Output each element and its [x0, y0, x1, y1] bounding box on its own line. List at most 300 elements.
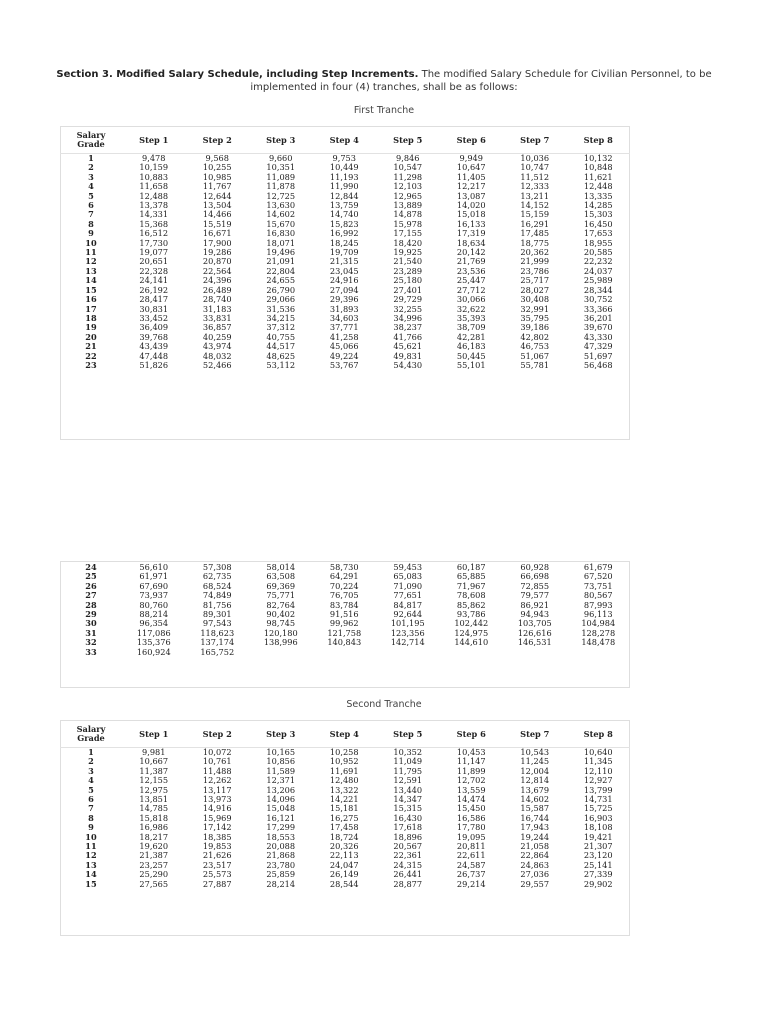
- salary-cell: 56,468: [583, 360, 613, 370]
- salary-cell: 9,568: [205, 153, 229, 163]
- table-row: [60, 154, 630, 164]
- table-row: [60, 257, 630, 266]
- grade-cell: 21: [85, 342, 97, 352]
- salary-cell: 25,989: [583, 276, 613, 286]
- salary-cell: 24,396: [202, 276, 232, 286]
- salary-grade-header: Salary Grade: [76, 130, 106, 149]
- salary-cell: 17,900: [202, 238, 232, 248]
- table-row: [60, 342, 630, 351]
- grade-cell: 10: [85, 238, 97, 248]
- salary-cell: 67,690: [139, 581, 169, 591]
- salary-cell: 26,737: [456, 870, 486, 880]
- table-row: [60, 220, 630, 229]
- salary-cell: 11,298: [393, 172, 423, 182]
- salary-cell: 24,047: [329, 860, 359, 870]
- table-row: [60, 870, 630, 879]
- salary-cell: 77,651: [393, 591, 423, 601]
- salary-cell: 39,768: [139, 332, 169, 342]
- salary-cell: 13,087: [456, 191, 486, 201]
- salary-cell: 15,670: [266, 219, 296, 229]
- salary-cell: 13,335: [583, 191, 613, 201]
- grade-cell: 15: [85, 285, 97, 295]
- grade-cell: 18: [85, 313, 97, 323]
- salary-cell: 16,450: [583, 219, 613, 229]
- table-row: [60, 295, 630, 304]
- salary-cell: 36,409: [139, 323, 169, 333]
- salary-cell: 13,889: [393, 201, 423, 211]
- step-header: Step 8: [583, 728, 613, 739]
- salary-cell: 14,020: [456, 201, 486, 211]
- salary-cell: 10,883: [139, 172, 169, 182]
- salary-cell: 22,232: [583, 257, 613, 267]
- salary-cell: 24,037: [583, 266, 613, 276]
- grade-cell: 2: [88, 163, 94, 173]
- salary-cell: 28,344: [583, 285, 613, 295]
- salary-cell: 42,281: [456, 332, 486, 342]
- salary-cell: 17,780: [456, 823, 486, 833]
- salary-cell: 40,755: [266, 332, 296, 342]
- salary-cell: 14,602: [266, 210, 296, 220]
- salary-cell: [503, 648, 567, 657]
- table-row: [60, 610, 630, 619]
- table-row: [60, 323, 630, 332]
- salary-cell: 20,326: [329, 842, 359, 852]
- step-header: Step 8: [583, 134, 613, 145]
- salary-cell: 22,113: [329, 851, 359, 861]
- salary-cell: 27,036: [520, 870, 550, 880]
- salary-cell: 17,653: [583, 229, 613, 239]
- grade-cell: 1: [88, 153, 94, 163]
- first-tranche-table: [60, 127, 630, 370]
- table-row: [60, 182, 630, 191]
- salary-cell: 34,996: [393, 313, 423, 323]
- salary-cell: 50,445: [456, 351, 486, 361]
- salary-cell: 18,108: [583, 823, 613, 833]
- salary-cell: 18,896: [393, 832, 423, 842]
- salary-cell: 26,149: [329, 870, 359, 880]
- salary-cell: 20,567: [393, 842, 423, 852]
- salary-cell: 29,902: [583, 879, 613, 889]
- salary-cell: 36,201: [583, 313, 613, 323]
- salary-cell: 13,211: [520, 191, 550, 201]
- salary-cell: 40,259: [202, 332, 232, 342]
- step-header: Step 1: [139, 728, 169, 739]
- salary-cell: 68,524: [202, 581, 232, 591]
- table-row: [60, 880, 630, 889]
- salary-cell: 144,610: [454, 638, 489, 648]
- salary-cell: 16,903: [583, 813, 613, 823]
- grade-cell: 7: [88, 804, 94, 814]
- salary-grade-header: Salary Grade: [76, 724, 106, 743]
- table-row: [60, 582, 630, 591]
- salary-cell: 13,679: [520, 785, 550, 795]
- table-row: [60, 361, 630, 370]
- salary-cell: 140,843: [327, 638, 362, 648]
- salary-cell: 16,291: [520, 219, 550, 229]
- salary-cell: 24,916: [329, 276, 359, 286]
- salary-cell: 9,660: [269, 153, 293, 163]
- salary-cell: 21,769: [456, 257, 486, 267]
- table-row: [60, 795, 630, 804]
- grade-cell: 13: [85, 860, 97, 870]
- section-title: Section 3. Modified Salary Schedule, including Step Increments.: [56, 69, 419, 80]
- salary-cell: 21,315: [329, 257, 359, 267]
- salary-cell: 10,952: [329, 757, 359, 767]
- salary-cell: 24,655: [266, 276, 296, 286]
- salary-cell: 16,121: [266, 813, 296, 823]
- grade-cell: 9: [88, 823, 94, 833]
- salary-cell: 10,036: [520, 153, 550, 163]
- table-row: [60, 776, 630, 785]
- salary-cell: 21,626: [202, 851, 232, 861]
- salary-cell: 67,520: [583, 572, 613, 582]
- grade-cell: 22: [85, 351, 97, 361]
- salary-cell: 61,971: [139, 572, 169, 582]
- step-header: Step 4: [329, 728, 359, 739]
- table-row: [60, 239, 630, 248]
- salary-cell: 17,618: [393, 823, 423, 833]
- salary-cell: 10,985: [202, 172, 232, 182]
- salary-cell: 28,877: [393, 879, 423, 889]
- salary-cell: 24,587: [456, 860, 486, 870]
- salary-cell: 11,387: [139, 766, 169, 776]
- section-intro: The modified Salary Schedule for Civilian Personnel, to be implemented in four (4) tranches, shall be as follows:: [250, 69, 712, 93]
- table-row: [60, 619, 630, 628]
- salary-cell: 41,258: [329, 332, 359, 342]
- salary-cell: 18,955: [583, 238, 613, 248]
- salary-cell: 28,544: [329, 879, 359, 889]
- salary-cell: 60,928: [520, 563, 550, 572]
- salary-cell: [440, 648, 504, 657]
- salary-cell: 137,174: [200, 638, 235, 648]
- salary-cell: 9,949: [459, 153, 483, 163]
- salary-cell: 43,439: [139, 342, 169, 352]
- salary-cell: 56,610: [139, 563, 169, 572]
- salary-cell: 21,868: [266, 851, 296, 861]
- salary-cell: 12,217: [456, 182, 486, 192]
- salary-cell: 35,393: [456, 313, 486, 323]
- grade-cell: 3: [88, 172, 94, 182]
- grade-cell: 3: [88, 766, 94, 776]
- salary-cell: 12,702: [456, 776, 486, 786]
- salary-cell: 52,466: [202, 360, 232, 370]
- header-row: [60, 721, 630, 748]
- salary-cell: 31,536: [266, 304, 296, 314]
- salary-cell: 12,103: [393, 182, 423, 192]
- salary-cell: 26,192: [139, 285, 169, 295]
- salary-cell: 10,351: [266, 163, 296, 173]
- salary-cell: 17,319: [456, 229, 486, 239]
- salary-cell: 79,577: [520, 591, 550, 601]
- grade-cell: 15: [85, 879, 97, 889]
- salary-cell: 19,421: [583, 832, 613, 842]
- salary-cell: 11,345: [583, 757, 613, 767]
- salary-cell: 98,745: [266, 619, 296, 629]
- table-row: [60, 814, 630, 823]
- salary-cell: 17,943: [520, 823, 550, 833]
- grade-cell: 6: [88, 201, 94, 211]
- grade-cell: 17: [85, 304, 97, 314]
- salary-cell: 21,540: [393, 257, 423, 267]
- salary-cell: 10,352: [393, 747, 423, 757]
- salary-cell: 30,752: [583, 295, 613, 305]
- salary-cell: 11,049: [393, 757, 423, 767]
- salary-cell: 28,740: [202, 295, 232, 305]
- grade-cell: 7: [88, 210, 94, 220]
- salary-cell: 13,378: [139, 201, 169, 211]
- salary-cell: 83,784: [329, 600, 359, 610]
- salary-cell: 10,132: [583, 153, 613, 163]
- salary-cell: 25,717: [520, 276, 550, 286]
- salary-cell: 24,863: [520, 860, 550, 870]
- salary-cell: 74,849: [202, 591, 232, 601]
- salary-cell: 20,362: [520, 248, 550, 258]
- salary-cell: 9,478: [142, 153, 166, 163]
- salary-cell: 12,644: [202, 191, 232, 201]
- salary-cell: 26,790: [266, 285, 296, 295]
- salary-cell: 22,864: [520, 851, 550, 861]
- salary-cell: 118,623: [200, 628, 235, 638]
- salary-cell: 69,369: [266, 581, 296, 591]
- table-row: [60, 786, 630, 795]
- table-row: [60, 842, 630, 851]
- salary-cell: 35,795: [520, 313, 550, 323]
- salary-cell: 29,729: [393, 295, 423, 305]
- table-row: [60, 601, 630, 610]
- salary-cell: 17,299: [266, 823, 296, 833]
- salary-cell: 76,705: [329, 591, 359, 601]
- salary-cell: 16,986: [139, 823, 169, 833]
- salary-cell: 19,077: [139, 248, 169, 258]
- salary-cell: 14,096: [266, 795, 296, 805]
- salary-cell: 11,990: [329, 182, 359, 192]
- table-row: [60, 638, 630, 647]
- salary-cell: 10,667: [139, 757, 169, 767]
- salary-cell: 10,255: [202, 163, 232, 173]
- table-row: [60, 267, 630, 276]
- salary-cell: 11,691: [329, 766, 359, 776]
- salary-cell: 15,969: [202, 813, 232, 823]
- salary-cell: 14,474: [456, 795, 486, 805]
- salary-cell: [249, 648, 313, 657]
- salary-cell: 14,731: [583, 795, 613, 805]
- salary-cell: 19,496: [266, 248, 296, 258]
- salary-cell: 18,553: [266, 832, 296, 842]
- grade-cell: 24: [85, 563, 97, 572]
- salary-cell: 48,032: [202, 351, 232, 361]
- salary-cell: 121,758: [327, 628, 362, 638]
- salary-cell: 15,450: [456, 804, 486, 814]
- salary-cell: 148,478: [581, 638, 616, 648]
- salary-cell: 10,543: [520, 747, 550, 757]
- salary-cell: 18,634: [456, 238, 486, 248]
- table-row: [60, 276, 630, 285]
- salary-cell: 19,244: [520, 832, 550, 842]
- table-row: [60, 192, 630, 201]
- salary-cell: 70,224: [329, 581, 359, 591]
- salary-cell: 87,993: [583, 600, 613, 610]
- salary-cell: 18,775: [520, 238, 550, 248]
- salary-cell: 13,117: [202, 785, 232, 795]
- salary-cell: 16,744: [520, 813, 550, 823]
- grade-cell: 19: [85, 323, 97, 333]
- salary-cell: 10,647: [456, 163, 486, 173]
- salary-cell: 15,368: [139, 219, 169, 229]
- salary-cell: [567, 648, 631, 657]
- salary-cell: 9,981: [142, 747, 166, 757]
- table-row: [60, 173, 630, 182]
- salary-cell: 29,066: [266, 295, 296, 305]
- salary-cell: 19,925: [393, 248, 423, 258]
- salary-cell: 25,447: [456, 276, 486, 286]
- grade-cell: 5: [88, 191, 94, 201]
- salary-cell: 10,072: [202, 747, 232, 757]
- salary-cell: 27,887: [202, 879, 232, 889]
- salary-cell: 64,291: [329, 572, 359, 582]
- salary-cell: 12,975: [139, 785, 169, 795]
- salary-cell: 26,489: [202, 285, 232, 295]
- salary-cell: 128,278: [581, 628, 616, 638]
- salary-cell: 22,611: [456, 851, 486, 861]
- salary-cell: 23,536: [456, 266, 486, 276]
- salary-cell: 48,625: [266, 351, 296, 361]
- salary-cell: 11,795: [393, 766, 423, 776]
- salary-cell: 38,709: [456, 323, 486, 333]
- salary-cell: 13,630: [266, 201, 296, 211]
- salary-cell: 120,180: [263, 628, 298, 638]
- salary-cell: 165,752: [200, 647, 235, 657]
- salary-cell: 53,112: [266, 360, 296, 370]
- salary-cell: 22,564: [202, 266, 232, 276]
- table-row: [60, 851, 630, 860]
- salary-cell: 39,670: [583, 323, 613, 333]
- salary-cell: 20,870: [202, 257, 232, 267]
- first-tranche-title: First Tranche: [353, 105, 415, 116]
- salary-cell: 25,180: [393, 276, 423, 286]
- salary-cell: 32,991: [520, 304, 550, 314]
- salary-cell: 16,430: [393, 813, 423, 823]
- salary-cell: 58,730: [329, 563, 359, 572]
- salary-cell: 88,214: [139, 610, 169, 620]
- salary-cell: 51,826: [139, 360, 169, 370]
- table-row: [60, 563, 630, 572]
- salary-cell: 16,133: [456, 219, 486, 229]
- grade-cell: 13: [85, 266, 97, 276]
- salary-cell: 26,441: [393, 870, 423, 880]
- salary-cell: 66,698: [520, 572, 550, 582]
- salary-cell: 58,014: [266, 563, 296, 572]
- salary-cell: 13,440: [393, 785, 423, 795]
- salary-cell: 17,155: [393, 229, 423, 239]
- table-row: [60, 648, 630, 657]
- salary-cell: 23,120: [583, 851, 613, 861]
- salary-cell: 96,354: [139, 619, 169, 629]
- grade-cell: 16: [85, 295, 97, 305]
- salary-cell: 41,766: [393, 332, 423, 342]
- salary-cell: 102,442: [454, 619, 489, 629]
- salary-cell: 25,573: [202, 870, 232, 880]
- salary-cell: 82,764: [266, 600, 296, 610]
- grade-cell: 20: [85, 332, 97, 342]
- salary-cell: 11,089: [266, 172, 296, 182]
- salary-cell: 63,508: [266, 572, 296, 582]
- grade-cell: 11: [85, 842, 97, 852]
- salary-cell: 9,846: [396, 153, 420, 163]
- grade-cell: 14: [85, 276, 97, 286]
- salary-cell: 30,408: [520, 295, 550, 305]
- salary-cell: 21,999: [520, 257, 550, 267]
- salary-cell: 91,516: [329, 610, 359, 620]
- salary-cell: 12,814: [520, 776, 550, 786]
- salary-cell: 11,405: [456, 172, 486, 182]
- salary-cell: 61,679: [583, 563, 613, 572]
- salary-cell: 37,771: [329, 323, 359, 333]
- salary-cell: 47,448: [139, 351, 169, 361]
- grade-cell: 33: [85, 647, 97, 657]
- salary-cell: 11,147: [456, 757, 486, 767]
- salary-cell: 73,937: [139, 591, 169, 601]
- salary-cell: 72,855: [520, 581, 550, 591]
- salary-cell: 15,181: [329, 804, 359, 814]
- salary-cell: 33,452: [139, 313, 169, 323]
- table-row: [60, 823, 630, 832]
- salary-cell: 18,385: [202, 832, 232, 842]
- salary-cell: 51,697: [583, 351, 613, 361]
- salary-cell: 65,083: [393, 572, 423, 582]
- salary-cell: 17,485: [520, 229, 550, 239]
- salary-cell: 13,322: [329, 785, 359, 795]
- salary-cell: 11,512: [520, 172, 550, 182]
- grade-cell: 8: [88, 813, 94, 823]
- salary-cell: 46,753: [520, 342, 550, 352]
- salary-cell: 23,289: [393, 266, 423, 276]
- salary-cell: 117,086: [136, 628, 171, 638]
- salary-cell: 34,603: [329, 313, 359, 323]
- table-row: [60, 352, 630, 361]
- salary-cell: 89,301: [202, 610, 232, 620]
- salary-cell: 99,962: [329, 619, 359, 629]
- step-header: Step 3: [266, 134, 296, 145]
- salary-cell: 10,640: [583, 747, 613, 757]
- salary-cell: 20,811: [456, 842, 486, 852]
- step-header: Step 7: [520, 728, 550, 739]
- salary-cell: 10,547: [393, 163, 423, 173]
- salary-cell: 37,312: [266, 323, 296, 333]
- salary-cell: 22,804: [266, 266, 296, 276]
- salary-cell: 11,193: [329, 172, 359, 182]
- salary-cell: 10,449: [329, 163, 359, 173]
- salary-cell: 15,725: [583, 804, 613, 814]
- salary-cell: 20,088: [266, 842, 296, 852]
- salary-cell: 12,110: [583, 766, 613, 776]
- salary-cell: 15,978: [393, 219, 423, 229]
- salary-cell: 18,071: [266, 238, 296, 248]
- salary-cell: 42,802: [520, 332, 550, 342]
- salary-cell: 15,315: [393, 804, 423, 814]
- table-row: [60, 748, 630, 758]
- salary-cell: 62,735: [202, 572, 232, 582]
- table-row: [60, 591, 630, 600]
- salary-cell: 11,589: [266, 766, 296, 776]
- grade-cell: 32: [85, 638, 97, 648]
- salary-cell: 15,823: [329, 219, 359, 229]
- salary-cell: 16,992: [329, 229, 359, 239]
- grade-cell: 26: [85, 581, 97, 591]
- salary-cell: 142,714: [390, 638, 425, 648]
- salary-cell: 43,974: [202, 342, 232, 352]
- salary-cell: 15,303: [583, 210, 613, 220]
- first-tranche-continued-table: [60, 563, 630, 657]
